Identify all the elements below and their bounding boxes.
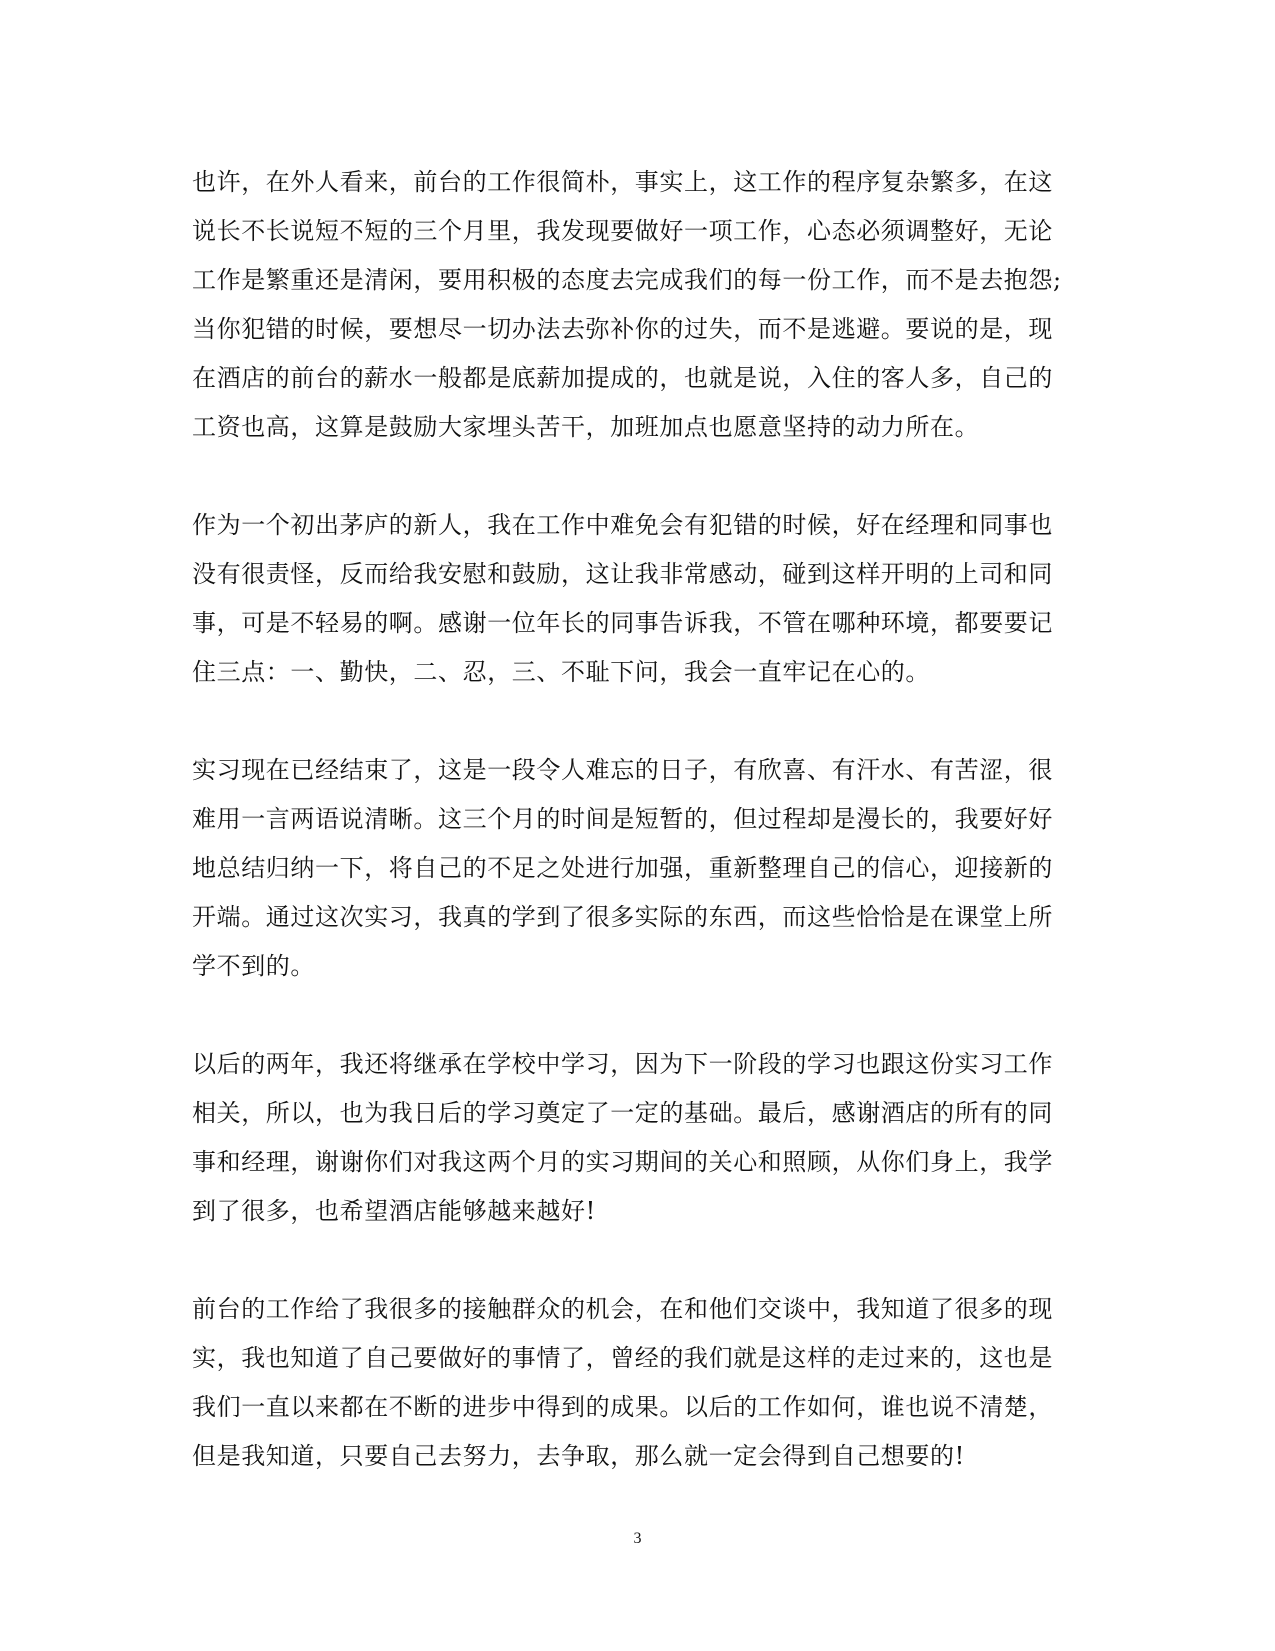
text-line: 相关，所以，也为我日后的学习奠定了一定的基础。最后，感谢酒店的所有的同 — [192, 1099, 1053, 1127]
text-line: 学不到的。 — [192, 952, 315, 980]
text-line: 当你犯错的时候，要想尽一切办法去弥补你的过失，而不是逃避。要说的是，现 — [192, 315, 1053, 343]
text-line: 难用一言两语说清晰。这三个月的时间是短暂的，但过程却是漫长的，我要好好 — [192, 805, 1053, 833]
text-line: 住三点：一、勤快，二、忍，三、不耻下问，我会一直牢记在心的。 — [192, 658, 930, 686]
text-line: 说长不长说短不短的三个月里，我发现要做好一项工作，心态必须调整好，无论 — [192, 217, 1053, 245]
paragraph — [192, 1040, 1082, 1236]
text-line: 地总结归纳一下，将自己的不足之处进行加强，重新整理自己的信心，迎接新的 — [192, 854, 1053, 882]
text-line: 以后的两年，我还将继承在学校中学习，因为下一阶段的学习也跟这份实习工作 — [192, 1050, 1053, 1078]
text-line: 工作是繁重还是清闲，要用积极的态度去完成我们的每一份工作，而不是去抱怨; — [192, 266, 1062, 294]
text-line: 到了很多，也希望酒店能够越来越好! — [192, 1197, 596, 1225]
text-line: 我们一直以来都在不断的进步中得到的成果。以后的工作如何，谁也说不清楚， — [192, 1393, 1053, 1421]
text-line: 实习现在已经结束了，这是一段令人难忘的日子，有欣喜、有汗水、有苦涩，很 — [192, 756, 1053, 784]
document-body — [192, 158, 1082, 1530]
paragraph — [192, 501, 1082, 697]
text-line: 在酒店的前台的薪水一般都是底薪加提成的，也就是说，入住的客人多，自己的 — [192, 364, 1053, 392]
page-number: 3 — [633, 1530, 642, 1547]
text-line: 开端。通过这次实习，我真的学到了很多实际的东西，而这些恰恰是在课堂上所 — [192, 903, 1053, 931]
paragraph — [192, 158, 1082, 452]
paragraph — [192, 746, 1082, 991]
text-line: 事，可是不轻易的啊。感谢一位年长的同事告诉我，不管在哪种环境，都要要记 — [192, 609, 1053, 637]
text-line: 事和经理，谢谢你们对我这两个月的实习期间的关心和照顾，从你们身上，我学 — [192, 1148, 1053, 1176]
text-line: 也许，在外人看来，前台的工作很简朴，事实上，这工作的程序复杂繁多，在这 — [192, 168, 1053, 196]
text-line: 但是我知道，只要自己去努力，去争取，那么就一定会得到自己想要的! — [192, 1442, 965, 1470]
text-line: 前台的工作给了我很多的接触群众的机会，在和他们交谈中，我知道了很多的现 — [192, 1295, 1053, 1323]
text-line: 没有很责怪，反而给我安慰和鼓励，这让我非常感动，碰到这样开明的上司和同 — [192, 560, 1053, 588]
text-line: 实，我也知道了自己要做好的事情了，曾经的我们就是这样的走过来的，这也是 — [192, 1344, 1053, 1372]
paragraph — [192, 1285, 1082, 1481]
text-line: 工资也高，这算是鼓励大家埋头苦干，加班加点也愿意坚持的动力所在。 — [192, 413, 980, 441]
text-line: 作为一个初出茅庐的新人，我在工作中难免会有犯错的时候，好在经理和同事也 — [192, 511, 1053, 539]
